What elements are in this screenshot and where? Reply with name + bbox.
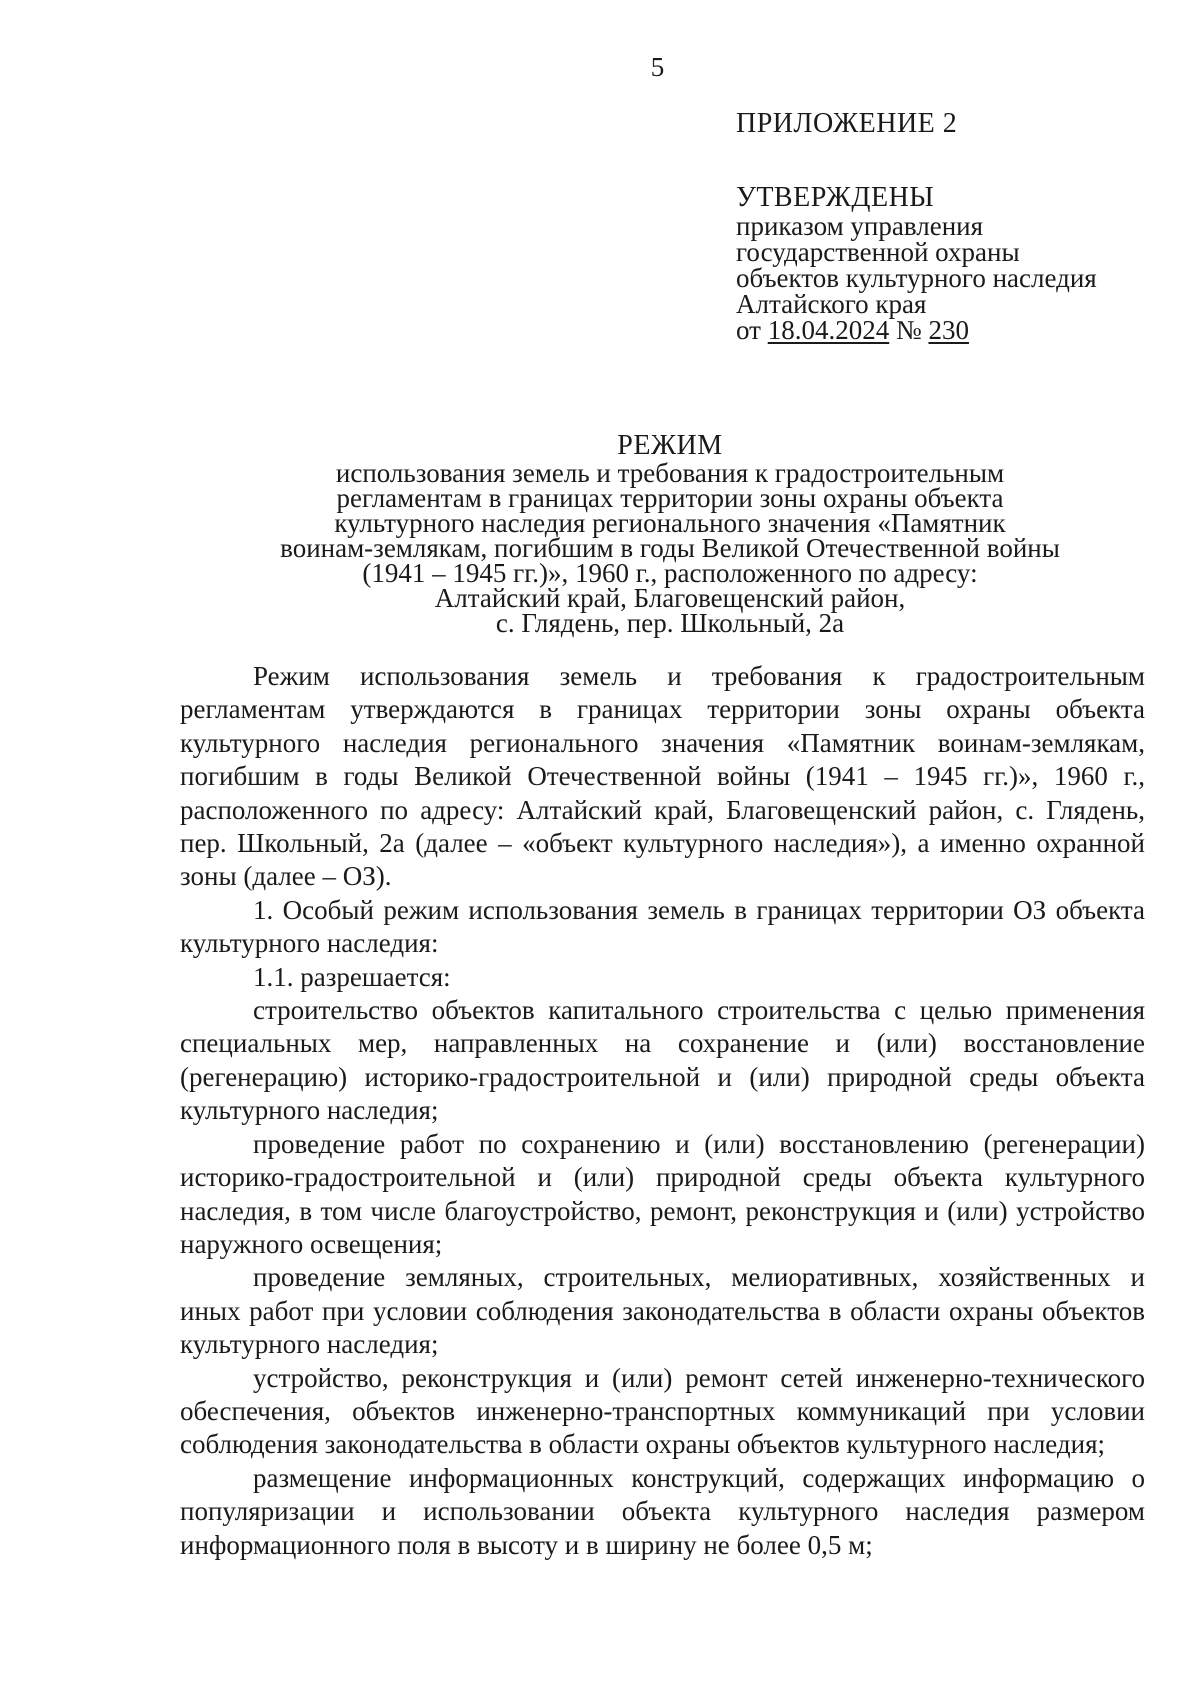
order-prefix: от xyxy=(736,315,768,345)
section-1-paragraph: 1. Особый режим использования земель в границах территории ОЗ объекта культурного наследия: xyxy=(180,894,1145,959)
approved-line: приказом управления xyxy=(736,211,984,241)
regime-subtitle xyxy=(190,458,1150,638)
intro-paragraph: Режим использования земель и требования к градостроительным регламентам утверждаются в границах территории зоны охраны объекта культурного наследия регионального значения «Памятник воинам-землякам, погибшим в годы Великой Отечественной войны (1941 – 1945 гг.)», 1960 г., расположенного по адресу: Алтайский край, Благовещенский район, с. Глядень, пер. Школьный, 2а (далее – «объект культурного наследия»), а именно охранной зоны (далее – ОЗ). xyxy=(180,661,1145,892)
approved-line: Алтайского края xyxy=(736,289,927,319)
page-number: 5 xyxy=(650,52,665,82)
regime-subtitle-line: использования земель и требования к градостроительным xyxy=(335,458,1005,488)
list-item: проведение работ по сохранению и (или) восстановлению (регенерации) историко-градостроительной и (или) природной среды объекта культурного наследия, в том числе благоустройство, ремонт, реконструкция и (или) устройство наружного освещения; xyxy=(180,1128,1145,1259)
regime-subtitle-line: (1941 – 1945 гг.)», 1960 г., расположенного по адресу: xyxy=(362,558,978,588)
regime-subtitle-line: регламентам в границах территории зоны охраны объекта xyxy=(336,483,1004,513)
list-item: строительство объектов капитального строительства с целью применения специальных мер, направленных на сохранение и (или) восстановление (регенерацию) историко-градостроительной и (или) природной среды объекта культурного наследия; xyxy=(180,995,1145,1126)
regime-subtitle-line: Алтайский край, Благовещенский район, xyxy=(434,583,906,613)
document-body xyxy=(180,660,1145,1562)
order-number: 230 xyxy=(928,315,969,345)
approval-block xyxy=(736,183,1176,343)
approved-line: объектов культурного наследия xyxy=(736,263,1097,293)
list-item: устройство, реконструкция и (или) ремонт сетей инженерно-технического обеспечения, объектов инженерно-транспортных коммуникаций при условии соблюдения законодательства в области охраны объектов культурного наследия; xyxy=(180,1362,1145,1460)
subsection-1-1-heading: 1.1. разрешается: xyxy=(253,961,451,992)
regime-subtitle-line: воинам-землякам, погибшим в годы Великой Отечественной войны xyxy=(280,533,1060,563)
list-item: проведение земляных, строительных, мелиоративных, хозяйственных и иных работ при условии соблюдения законодательства в области охраны объектов культурного наследия; xyxy=(180,1262,1145,1360)
approved-title: УТВЕРЖДЕНЫ xyxy=(736,182,935,213)
regime-subtitle-line: культурного наследия регионального значения «Памятник xyxy=(334,508,1006,538)
appendix-header xyxy=(736,110,1176,343)
regime-subtitle-line: с. Глядень, пер. Школьный, 2а xyxy=(495,608,845,638)
list-item: размещение информационных конструкций, содержащих информацию о популяризации и использовании объекта культурного наследия размером информационного поля в высоту и в ширину не более 0,5 м; xyxy=(180,1462,1145,1560)
approved-line: государственной охраны xyxy=(736,237,1020,267)
regime-title: РЕЖИМ xyxy=(617,430,723,461)
order-date: 18.04.2024 xyxy=(767,315,890,345)
order-reference xyxy=(736,317,1176,343)
appendix-title: ПРИЛОЖЕНИЕ 2 xyxy=(736,108,958,139)
regime-heading xyxy=(190,431,1150,636)
order-number-label: № xyxy=(889,315,929,345)
